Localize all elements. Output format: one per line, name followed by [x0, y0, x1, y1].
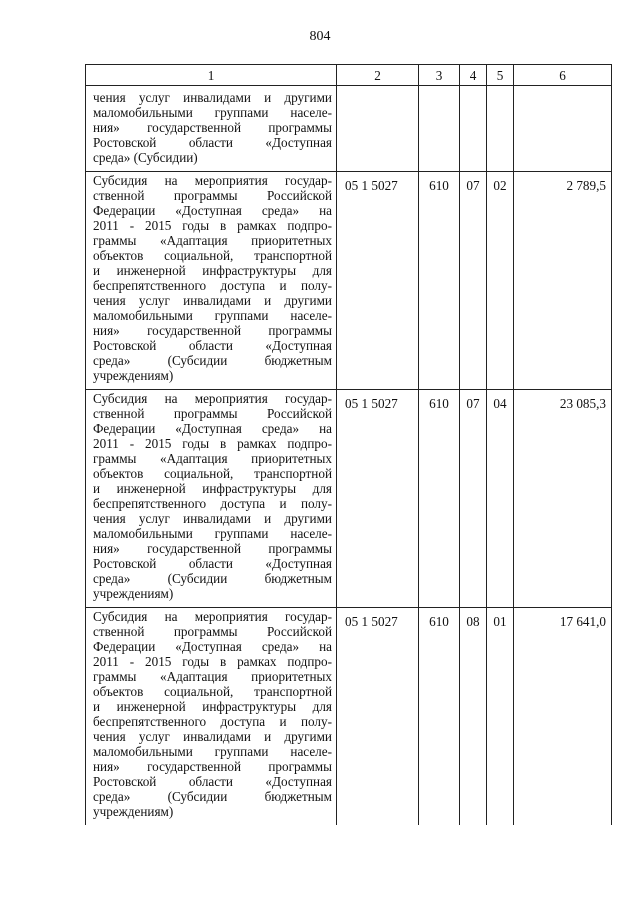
description-line: учреждениям)	[93, 586, 174, 601]
description-line: и инженерной инфраструктуры для	[93, 263, 332, 278]
table-row	[86, 86, 612, 172]
table-row	[86, 608, 612, 826]
description-line: ния» государственной программы	[93, 323, 332, 338]
row-amount	[514, 86, 612, 172]
description-line: Ростовской области «Доступная	[93, 135, 332, 150]
row-col-4: 07	[460, 390, 487, 608]
table-row	[86, 172, 612, 390]
description-line: учреждениям)	[93, 368, 174, 383]
header-row	[86, 65, 612, 86]
description-line: Субсидия на мероприятия государ-	[93, 391, 332, 406]
row-description	[86, 86, 337, 172]
description-line: чения услуг инвалидами и другими	[93, 511, 332, 526]
description-line: и инженерной инфраструктуры для	[93, 481, 332, 496]
row-description	[86, 172, 337, 390]
description-line: среда» (Субсидии бюджетным	[93, 353, 332, 368]
description-line: чения услуг инвалидами и другими	[93, 293, 332, 308]
row-code	[337, 86, 419, 172]
description-line: чения услуг инвалидами и другими	[93, 729, 332, 744]
description-line: ния» государственной программы	[93, 541, 332, 556]
description-line: Федерации «Доступная среда» на	[93, 203, 332, 218]
description-line: беспрепятственного доступа и полу-	[93, 496, 332, 511]
row-col-5: 04	[487, 390, 514, 608]
description-line: Ростовской области «Доступная	[93, 338, 332, 353]
description-line: 2011 - 2015 годы в рамках подпро-	[93, 218, 332, 233]
table-row	[86, 390, 612, 608]
budget-table	[85, 64, 612, 825]
row-col-3: 610	[419, 390, 460, 608]
description-line: Федерации «Доступная среда» на	[93, 421, 332, 436]
description-line: маломобильными группами населе-	[93, 308, 332, 323]
description-line: маломобильными группами населе-	[93, 105, 332, 120]
description-line: Ростовской области «Доступная	[93, 556, 332, 571]
description-line: граммы «Адаптация приоритетных	[93, 451, 332, 466]
row-amount: 23 085,3	[514, 390, 612, 608]
description-line: беспрепятственного доступа и полу-	[93, 714, 332, 729]
description-line: Субсидия на мероприятия государ-	[93, 173, 332, 188]
row-col-5: 01	[487, 608, 514, 826]
row-col-5	[487, 86, 514, 172]
description-line: маломобильными группами населе-	[93, 744, 332, 759]
row-col-4: 07	[460, 172, 487, 390]
header-col-1: 1	[86, 65, 337, 86]
row-col-4: 08	[460, 608, 487, 826]
description-line: объектов социальной, транспортной	[93, 684, 332, 699]
description-line: учреждениям)	[93, 804, 174, 819]
description-line: среда» (Субсидии бюджетным	[93, 789, 332, 804]
description-line: ственной программы Российской	[93, 406, 332, 421]
row-code: 05 1 5027	[337, 172, 419, 390]
row-col-4	[460, 86, 487, 172]
row-description	[86, 608, 337, 826]
description-line: граммы «Адаптация приоритетных	[93, 669, 332, 684]
row-col-3	[419, 86, 460, 172]
description-line: 2011 - 2015 годы в рамках подпро-	[93, 436, 332, 451]
row-col-5: 02	[487, 172, 514, 390]
description-line: чения услуг инвалидами и другими	[93, 90, 332, 105]
header-col-2: 2	[337, 65, 419, 86]
description-line: граммы «Адаптация приоритетных	[93, 233, 332, 248]
page-number: 804	[309, 29, 331, 44]
description-line: среда» (Субсидии бюджетным	[93, 571, 332, 586]
description-line: объектов социальной, транспортной	[93, 248, 332, 263]
description-line: и инженерной инфраструктуры для	[93, 699, 332, 714]
description-line: объектов социальной, транспортной	[93, 466, 332, 481]
description-line: беспрепятственного доступа и полу-	[93, 278, 332, 293]
row-amount: 17 641,0	[514, 608, 612, 826]
row-col-3: 610	[419, 608, 460, 826]
header-col-6: 6	[514, 65, 612, 86]
description-line: ния» государственной программы	[93, 120, 332, 135]
header-col-3: 3	[419, 65, 460, 86]
header-col-5: 5	[487, 65, 514, 86]
row-code: 05 1 5027	[337, 390, 419, 608]
description-line: маломобильными группами населе-	[93, 526, 332, 541]
row-col-3: 610	[419, 172, 460, 390]
description-line: среда» (Субсидии)	[93, 150, 198, 165]
description-line: Ростовской области «Доступная	[93, 774, 332, 789]
description-line: Субсидия на мероприятия государ-	[93, 609, 332, 624]
row-description	[86, 390, 337, 608]
header-col-4: 4	[460, 65, 487, 86]
description-line: ственной программы Российской	[93, 624, 332, 639]
description-line: ственной программы Российской	[93, 188, 332, 203]
row-amount: 2 789,5	[514, 172, 612, 390]
description-line: Федерации «Доступная среда» на	[93, 639, 332, 654]
description-line: ния» государственной программы	[93, 759, 332, 774]
description-line: 2011 - 2015 годы в рамках подпро-	[93, 654, 332, 669]
row-code: 05 1 5027	[337, 608, 419, 826]
